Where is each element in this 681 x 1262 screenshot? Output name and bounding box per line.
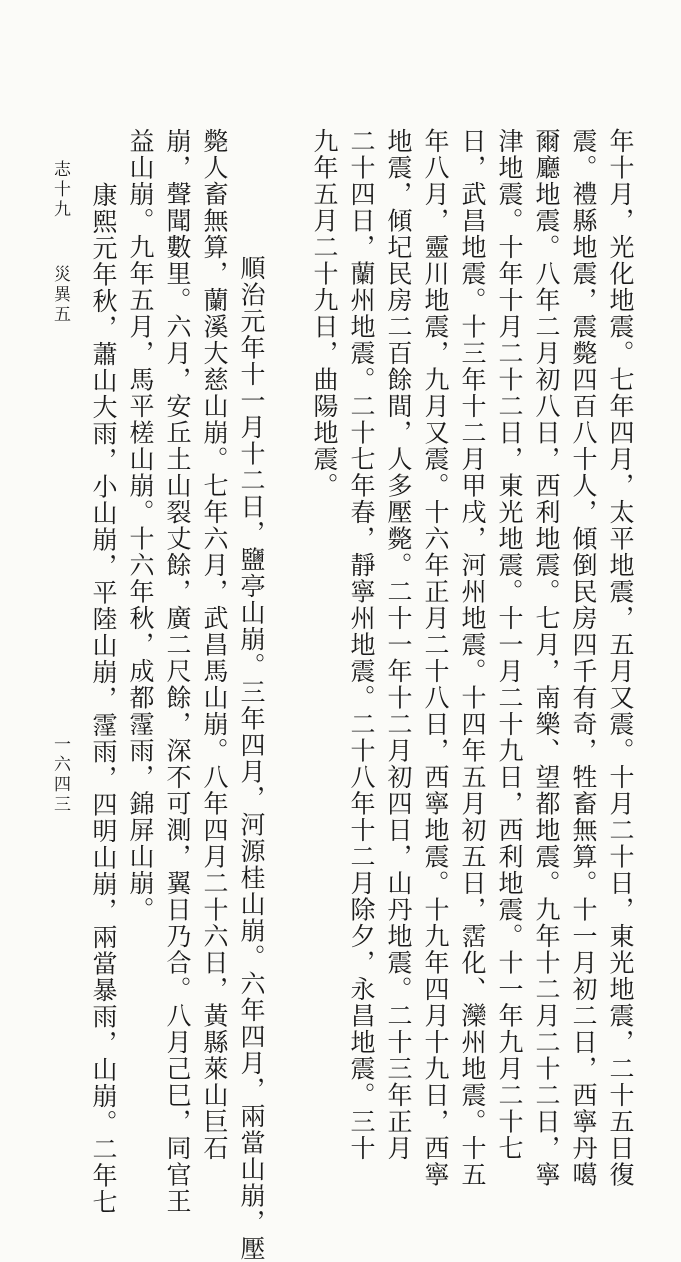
text-column-1: 年十月，光化地震。七年四月，太平地震，五月又震。十月二十日，東光地震，二十五日復 xyxy=(606,128,635,1188)
page-number: 一六四三 xyxy=(50,735,70,815)
text-column-13: 益山崩。九年五月，馬平槎山崩。十六年秋，成都霪雨，錦屏山崩。 xyxy=(126,128,155,923)
text-column-14: 康熙元年秋，蕭山大雨，小山崩，平陸山崩，霪雨，四明山崩，兩當暴雨，山崩。二年七 xyxy=(89,182,118,1216)
header-volume: 志十九 xyxy=(50,160,70,220)
text-column-9: 九年五月二十九日，曲陽地震。 xyxy=(310,128,339,499)
text-column-7: 地震，傾圮民房二百餘間，人多壓斃。二十一年十二月初四日，山丹地震。二十三年正月 xyxy=(384,128,413,1162)
text-column-8: 二十四日，蘭州地震。二十七年春，靜寧州地震。二十八年十二月除夕，永昌地震。三十 xyxy=(347,128,376,1162)
text-column-3: 爾廳地震。八年二月初八日，西利地震。七月，南樂、望都地震。九年十二月二十二日，寧 xyxy=(532,128,561,1188)
text-column-10: 順治元年十一月十二日，鹽亭山崩。三年四月，河源桂山崩。六年四月，兩當山崩，壓 xyxy=(237,255,266,1262)
text-column-11: 斃人畜無算，蘭溪大慈山崩。七年六月，武昌馬山崩。八年四月二十六日，黃縣萊山巨石 xyxy=(200,128,229,1162)
text-column-6: 年八月，靈川地震，九月又震。十六年正月二十八日，西寧地震。十九年四月十九日，西寧 xyxy=(421,128,450,1188)
text-column-12: 崩，聲聞數里。六月，安丘土山裂丈餘，廣二尺餘，深不可測，翼日乃合。八月己巳，同官王 xyxy=(163,128,192,1215)
text-column-2: 震。禮縣地震，震斃四百八十人，傾倒民房四千有奇，牲畜無算。十一月初二日，西寧丹噶 xyxy=(569,128,598,1188)
text-column-4: 津地震。十年十月二十二日，東光地震。十一月二十九日，西利地震。十一年九月二十七 xyxy=(495,128,524,1162)
text-column-5: 日，武昌地震。十三年十二月甲戌，河州地震。十四年五月初五日，霑化、灤州地震。十五 xyxy=(458,128,487,1188)
header-chapter: 災異五 xyxy=(50,265,70,325)
